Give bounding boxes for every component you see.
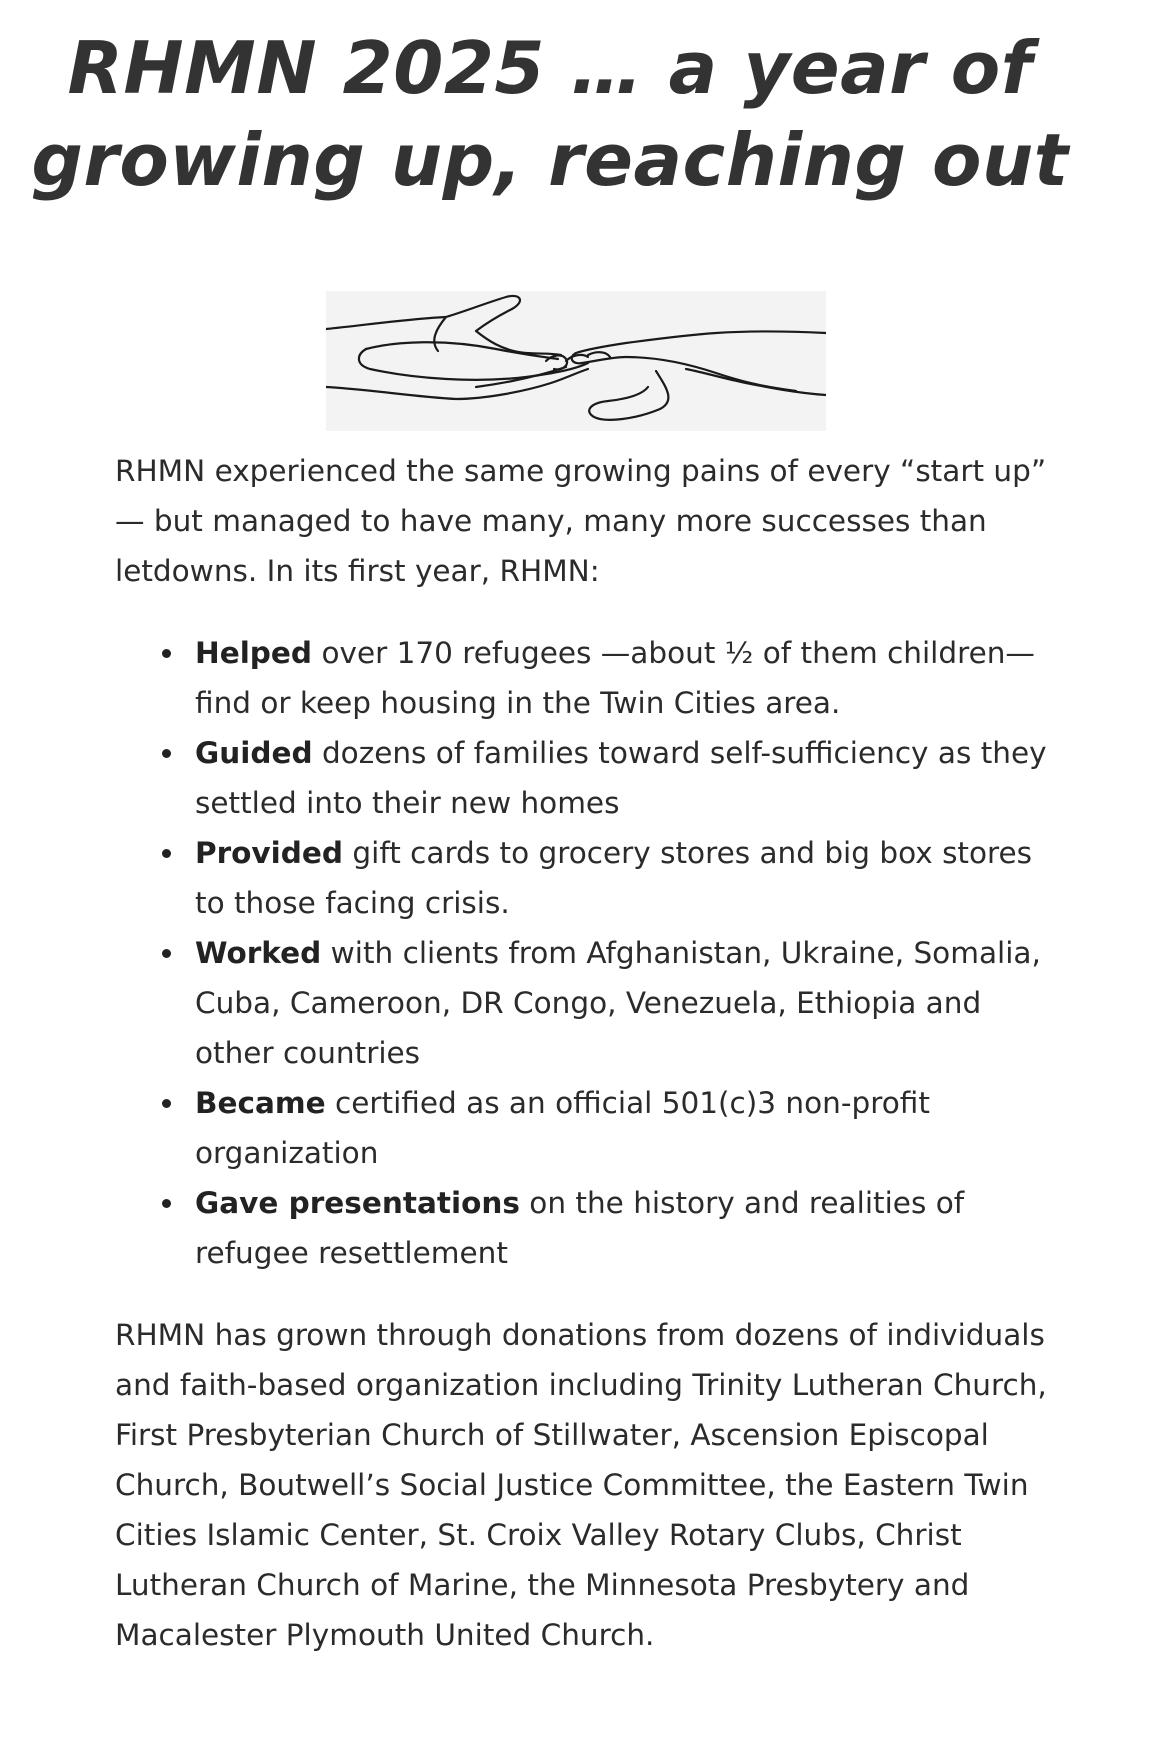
reaching-hands-illustration	[326, 291, 826, 431]
page-title	[0, 22, 1100, 206]
page-title-line-1: RHMN 2025 … a year of	[67, 26, 1033, 110]
article-body	[115, 446, 1055, 1660]
list-item	[195, 1178, 1055, 1278]
list-item-text: dozens of families toward self-sufficiency as they settled into their new homes	[195, 736, 1047, 820]
list-item	[195, 1078, 1055, 1178]
accomplishments-list	[115, 628, 1055, 1278]
list-item-lead: Helped	[195, 636, 313, 670]
list-item-text: over 170 refugees —about ½ of them children—find or keep housing in the Twin Cities area.	[195, 636, 1035, 720]
list-item-lead: Worked	[195, 936, 322, 970]
list-item-text: with clients from Afghanistan, Ukraine, Somalia, Cuba, Cameroon, DR Congo, Venezuela, Ethiopia and other countries	[195, 936, 1041, 1070]
list-item	[195, 728, 1055, 828]
list-item	[195, 828, 1055, 928]
list-item-lead: Gave presentations	[195, 1186, 520, 1220]
list-item-text: on the history and realities of refugee resettlement	[195, 1186, 965, 1270]
list-item-lead: Became	[195, 1086, 326, 1120]
list-item-text: certified as an official 501(c)3 non-profit organization	[195, 1086, 930, 1170]
list-item-text: gift cards to grocery stores and big box stores to those facing crisis.	[195, 836, 1033, 920]
closing-paragraph: RHMN has grown through donations from dozens of individuals and faith-based organization including Trinity Lutheran Church, First Presbyterian Church of Stillwater, Ascension Episcopal Church, Boutwell’s Social Justice Committee, the Eastern Twin Cities Islamic Center, St. Croix Valley Rotary Clubs, Christ Lutheran Church of Marine, the Minnesota Presbytery and Macalester Plymouth United Church.	[115, 1318, 1047, 1652]
intro-paragraph: RHMN experienced the same growing pains of every “start up” — but managed to have many, many more successes than letdowns. In its first year, RHMN:	[115, 454, 1047, 588]
page-title-line-2: growing up, reaching out	[31, 118, 1069, 202]
list-item-lead: Guided	[195, 736, 313, 770]
reaching-hands-icon	[326, 291, 826, 431]
list-item	[195, 628, 1055, 728]
list-item-lead: Provided	[195, 836, 344, 870]
list-item	[195, 928, 1055, 1078]
